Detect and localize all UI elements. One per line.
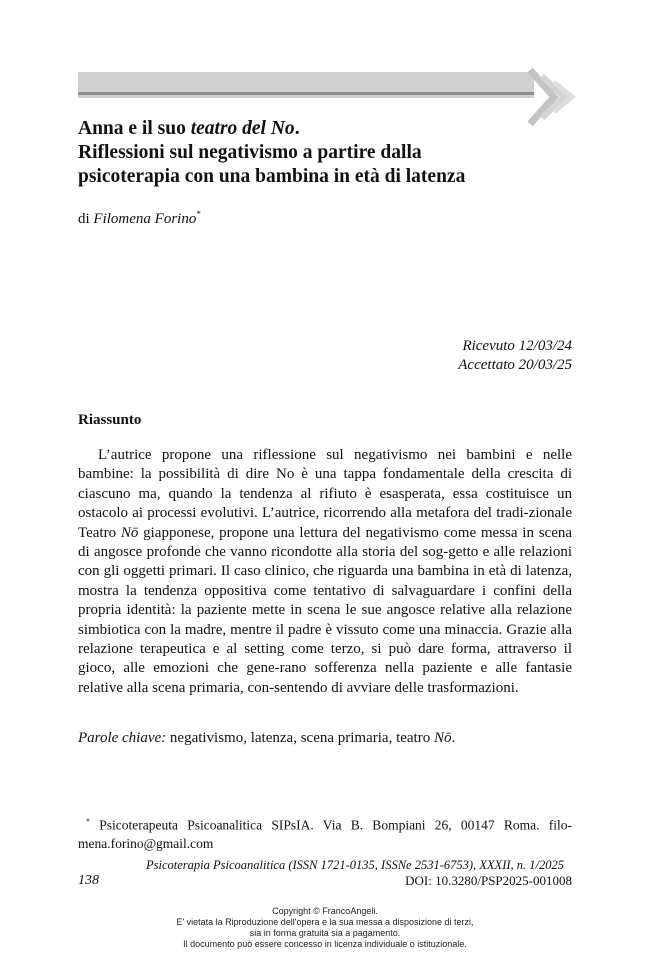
- accepted-date: Accettato 20/03/25: [458, 357, 572, 373]
- author-name: Filomena Forino: [93, 211, 197, 227]
- header-rule: [78, 92, 534, 95]
- noh-term: Nō: [120, 524, 139, 541]
- article-title: [78, 117, 578, 189]
- submission-dates: [458, 337, 572, 375]
- author-byline: di Filomena Forino*: [78, 209, 201, 227]
- copyright-notice: [0, 906, 650, 950]
- title-line-2: Riflessioni sul negativismo a partire dalla: [78, 142, 422, 163]
- copyright-line: Copyright © FrancoAngeli.: [272, 906, 378, 916]
- author-footnote-marker: *: [196, 209, 201, 219]
- keywords: Parole chiave: negativismo, latenza, scena primaria, teatro Nō.: [78, 730, 456, 746]
- author-footnote: * Psicoterapeuta Psicoanalitica SIPsIA. Via B. Bompiani 26, 00147 Roma. filo-mena.forino@gmail.com: [78, 817, 572, 851]
- copyright-line: E' vietata la Riproduzione dell'opera e la sua messa a disposizione di terzi,: [176, 917, 474, 927]
- title-italic: teatro del No: [190, 118, 295, 139]
- copyright-line: sia in forma gratuita sia a pagamento.: [249, 928, 401, 938]
- copyright-line: Il documento può essere concesso in licenza individuale o istituzionale.: [183, 939, 467, 949]
- abstract-heading: Riassunto: [78, 412, 142, 428]
- keywords-label: Parole chiave:: [78, 730, 167, 746]
- received-date: Ricevuto 12/03/24: [462, 338, 572, 354]
- page-number: 138: [78, 873, 99, 888]
- doi: DOI: 10.3280/PSP2025-001008: [405, 873, 572, 888]
- title-line-3: psicoterapia con una bambina in età di latenza: [78, 166, 466, 187]
- abstract-body: L’autrice propone una riflessione sul negativismo nei bambini e nelle bambine: la possibilità di dire No è una tappa fondamentale della crescita di ciascuno ma, quando la tendenza al rifiuto è esasperata, essa costituisce un ostacolo ai processi evolutivi. L’autrice, ricorrendo alla metafora del tradi-zionale Teatro Nō giapponese, propone una lettura del negativismo come messa in scena di angosce profonde che vanno ricondotte alla storia del sog-getto e alle relazioni con gli oggetti primari. Il caso clinico, che riguarda una bambina in età di latenza, mostra la tendenza oppositiva come tentativo di salvaguardare i confini della propria identità: la paziente mette in scena le sue angosce relative alla relazione simbiotica con la madre, mentre il padre è vissuto come una minaccia. Grazie alla relazione terapeutica e al setting come terzo, si può dare forma, attraverso il gioco, alle emozioni che gene-rano sofferenza nella paziente e alle fantasie relative alla scena primaria, con-sentendo di avviare delle trasformazioni.: [78, 447, 573, 696]
- journal-citation: Psicoterapia Psicoanalitica (ISSN 1721-0135, ISSNe 2531-6753), XXXII, n. 1/2025: [146, 858, 564, 872]
- title-line-1: Anna e il suo teatro del No.: [78, 118, 300, 139]
